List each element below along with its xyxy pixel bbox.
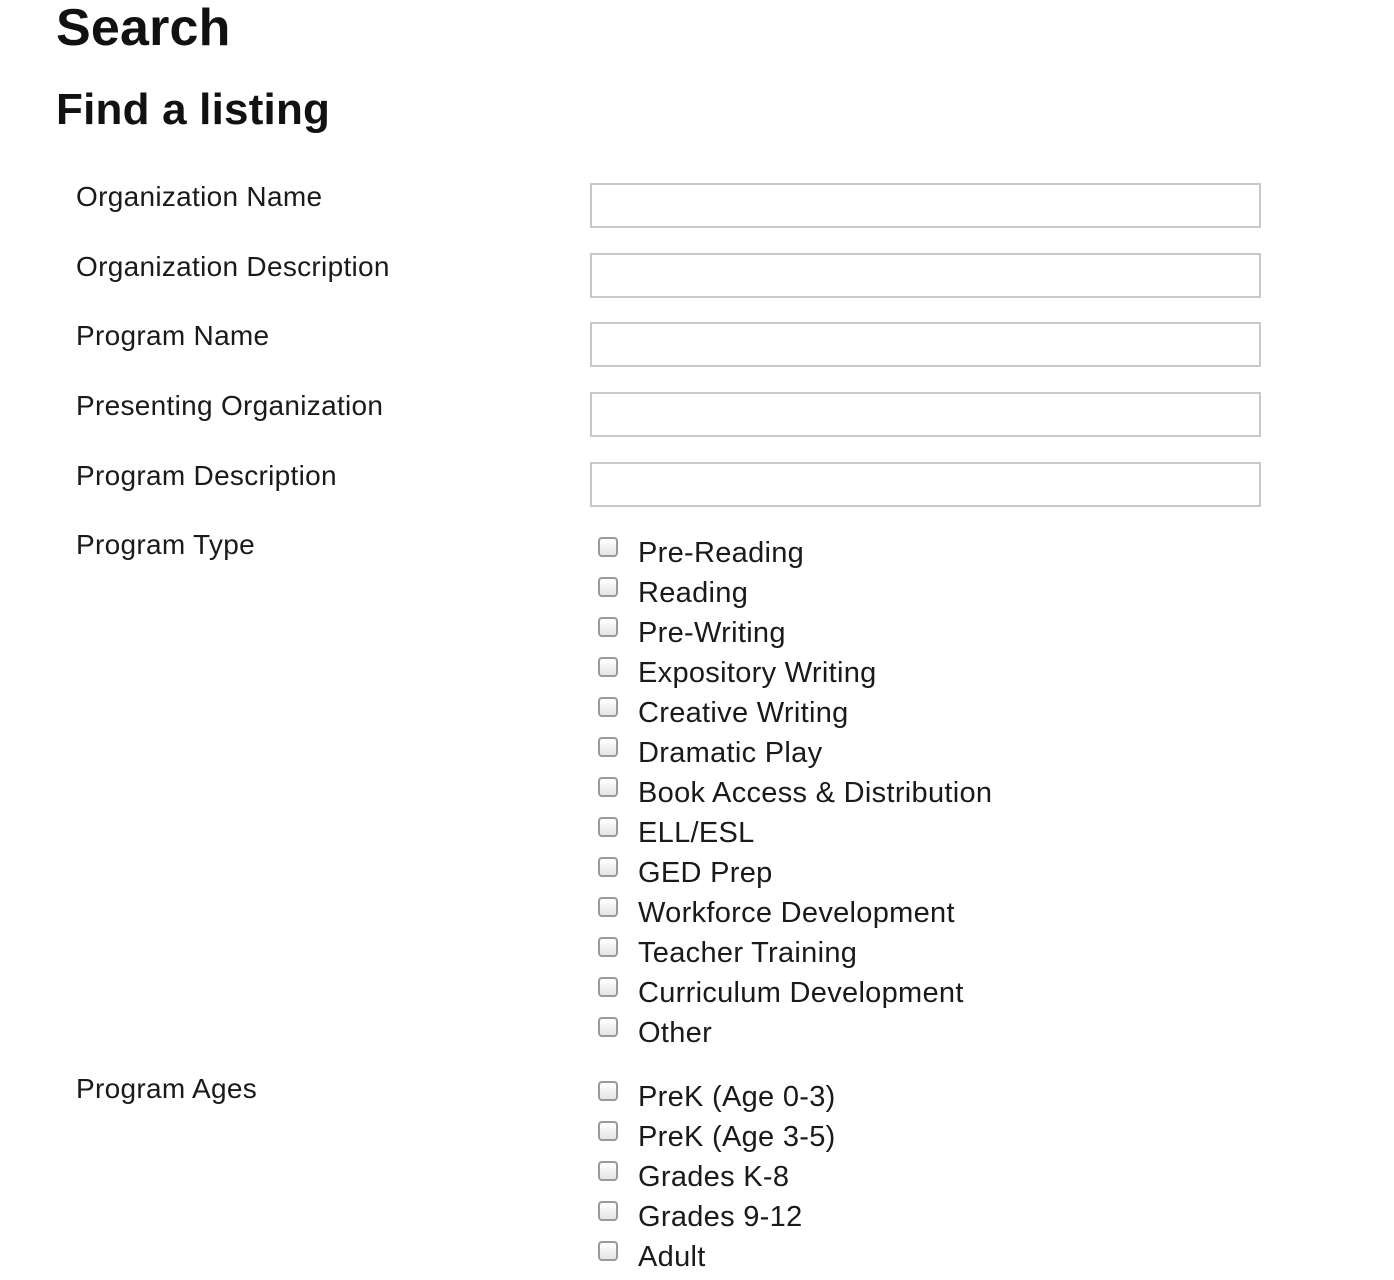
program-description-label: Program Description	[76, 460, 337, 491]
checkbox-label: Pre-Reading	[638, 537, 805, 569]
program-type-option[interactable]	[598, 616, 992, 656]
checkbox-label: Other	[638, 1017, 713, 1049]
checkbox-label: Grades K-8	[638, 1161, 790, 1193]
checkbox[interactable]	[598, 1017, 618, 1037]
program-name-label: Program Name	[76, 320, 270, 351]
checkbox-label: PreK (Age 3-5)	[638, 1121, 836, 1153]
checkbox[interactable]	[598, 857, 618, 877]
program-description-input[interactable]	[590, 462, 1261, 507]
organization-name-label: Organization Name	[76, 181, 323, 212]
checkbox-label: Adult	[638, 1241, 706, 1273]
checkbox[interactable]	[598, 737, 618, 757]
checkbox-label: Pre-Writing	[638, 617, 786, 649]
checkbox[interactable]	[598, 697, 618, 717]
presenting-organization-label: Presenting Organization	[76, 390, 384, 421]
checkbox[interactable]	[598, 1161, 618, 1181]
checkbox[interactable]	[598, 777, 618, 797]
program-ages-label: Program Ages	[76, 1073, 258, 1104]
program-age-option[interactable]	[598, 1120, 836, 1160]
program-age-option[interactable]	[598, 1080, 836, 1120]
checkbox-label: Expository Writing	[638, 657, 877, 689]
checkbox-label: Book Access & Distribution	[638, 777, 993, 809]
program-age-option[interactable]	[598, 1200, 836, 1240]
checkbox[interactable]	[598, 937, 618, 957]
checkbox-label: Workforce Development	[638, 897, 955, 929]
organization-name-input[interactable]	[590, 183, 1261, 228]
checkbox[interactable]	[598, 1121, 618, 1141]
checkbox-label: Teacher Training	[638, 937, 858, 969]
checkbox[interactable]	[598, 897, 618, 917]
program-type-option[interactable]	[598, 736, 992, 776]
checkbox[interactable]	[598, 577, 618, 597]
organization-description-input[interactable]	[590, 253, 1261, 298]
checkbox-label: Reading	[638, 577, 749, 609]
presenting-organization-input[interactable]	[590, 392, 1261, 437]
program-type-option[interactable]	[598, 856, 992, 896]
program-type-label: Program Type	[76, 529, 255, 560]
checkbox-label: Curriculum Development	[638, 977, 964, 1009]
organization-description-label: Organization Description	[76, 251, 390, 282]
program-age-option[interactable]	[598, 1160, 836, 1200]
program-type-checkbox-group	[598, 536, 992, 1056]
program-age-option[interactable]	[598, 1240, 836, 1280]
checkbox-label: GED Prep	[638, 857, 773, 889]
page-title: Search	[56, 0, 231, 57]
checkbox[interactable]	[598, 977, 618, 997]
program-type-option[interactable]	[598, 1016, 992, 1056]
checkbox[interactable]	[598, 537, 618, 557]
checkbox-label: PreK (Age 0-3)	[638, 1081, 836, 1113]
program-type-option[interactable]	[598, 776, 992, 816]
program-type-option[interactable]	[598, 896, 992, 936]
checkbox-label: Grades 9-12	[638, 1201, 803, 1233]
checkbox[interactable]	[598, 1241, 618, 1261]
checkbox[interactable]	[598, 1081, 618, 1101]
checkbox-label: ELL/ESL	[638, 817, 755, 849]
program-type-option[interactable]	[598, 816, 992, 856]
checkbox[interactable]	[598, 817, 618, 837]
program-type-option[interactable]	[598, 696, 992, 736]
program-type-option[interactable]	[598, 936, 992, 976]
program-name-input[interactable]	[590, 322, 1261, 367]
program-type-option[interactable]	[598, 976, 992, 1016]
program-type-option[interactable]	[598, 656, 992, 696]
checkbox[interactable]	[598, 617, 618, 637]
program-ages-checkbox-group	[598, 1080, 836, 1280]
program-type-option[interactable]	[598, 536, 992, 576]
checkbox-label: Dramatic Play	[638, 737, 823, 769]
checkbox[interactable]	[598, 1201, 618, 1221]
checkbox-label: Creative Writing	[638, 697, 849, 729]
section-title: Find a listing	[56, 85, 331, 134]
program-type-option[interactable]	[598, 576, 992, 616]
checkbox[interactable]	[598, 657, 618, 677]
